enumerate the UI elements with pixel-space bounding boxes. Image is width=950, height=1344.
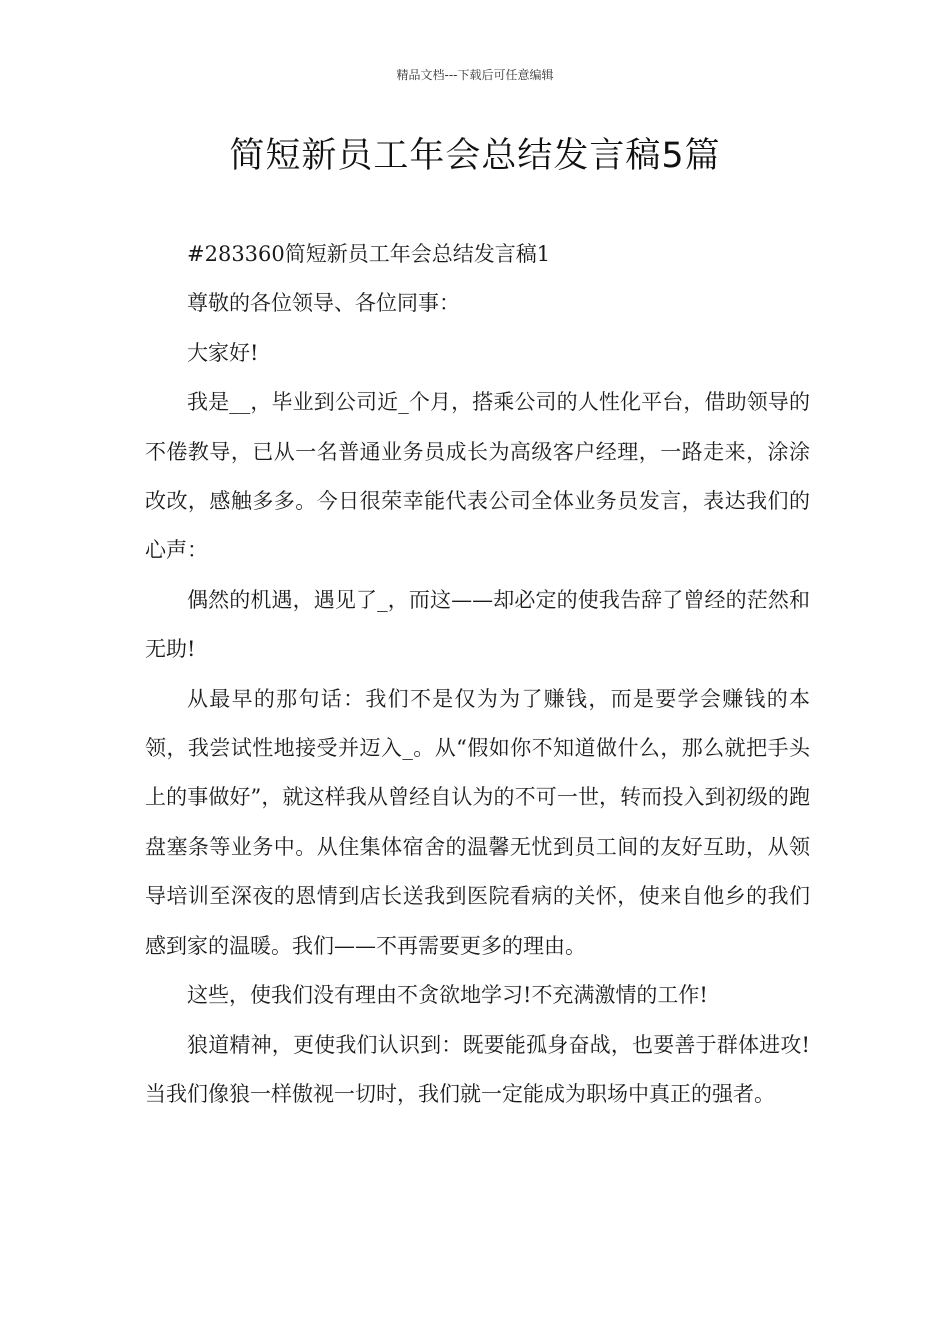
paragraph: 大家好! (187, 340, 259, 365)
paragraph: 我是__，毕业到公司近_个月，搭乘公司的人性化平台，借助领导的不倦教导，已从一名普通业务员成长为高级客户经理，一路走来，涂涂改改，感触多多。今日很荣幸能代表公司全体业务员发言，表达我们的心声： (145, 390, 810, 563)
paragraph: 狼道精神，更使我们认识到：既要能孤身奋战，也要善于群体进攻!当我们像狼一样傲视一切时，我们就一定能成为职场中真正的强者。 (145, 1032, 810, 1106)
paragraph: #283360简短新员工年会总结发言稿1 (187, 242, 551, 266)
paragraph: 从最早的那句话：我们不是仅为为了赚钱，而是要学会赚钱的本领，我尝试性地接受并迈入_。从“假如你不知道做什么，那么就把手头上的事做好”，就这样我从曾经自认为的不可一世，转而投入到初级的跑盘塞条等业务中。从住集体宿舍的温馨无忧到员工间的友好互助，从领导培训至深夜的恩情到店长送我到医院看病的关怀，使来自他乡的我们感到家的温暖。我们——不再需要更多的理由。 (145, 686, 810, 958)
paragraph: 尊敬的各位领导、各位同事： (187, 291, 460, 316)
paragraph: 这些，使我们没有理由不贪欲地学习!不充满激情的工作! (187, 983, 708, 1008)
header-note: 精品文档---下载后可任意编辑 (396, 68, 554, 82)
document-title: 简短新员工年会总结发言稿5篇 (229, 136, 721, 176)
paragraph: 偶然的机遇，遇见了_，而这——却必定的使我告辞了曾经的茫然和无助! (145, 587, 810, 662)
document-body (145, 230, 810, 1119)
